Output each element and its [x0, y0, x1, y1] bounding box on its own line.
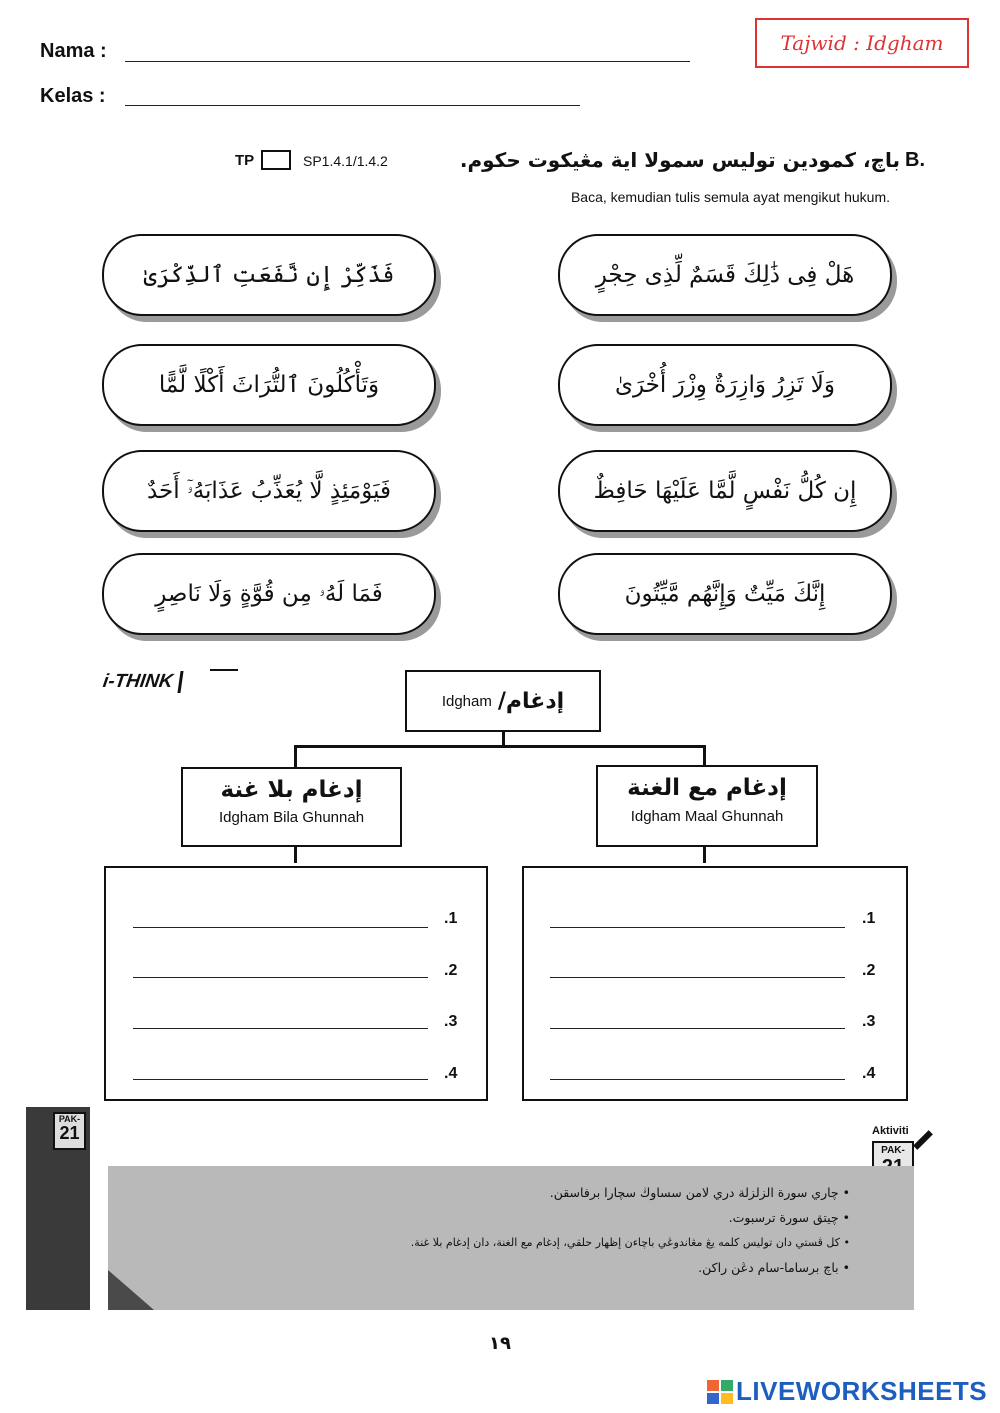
- activity-title: Aktiviti: [872, 1125, 909, 1137]
- ithink-rule: [210, 669, 238, 671]
- verse-pill: إِن كُلُّ نَفْسٍ لَّمَّا عَلَيْهَا حَافِظٌ: [558, 450, 892, 532]
- activity-bullet: • چاري سورة الزلزلة دري لامن سساوڬ سچارا برفاسقن.: [549, 1185, 850, 1200]
- answer-number: .2: [862, 962, 876, 979]
- right-latin: Idgham Maal Ghunnah: [630, 808, 784, 825]
- answer-number: .1: [444, 910, 458, 927]
- activity-bullet: • چيتق سورة ترسبوت.: [728, 1210, 850, 1225]
- side-pak-badge: [53, 1112, 86, 1150]
- side-pak-label: PAK-: [58, 1114, 81, 1124]
- section-title-jawi: باچ، کمودين توليس سمولا اية مڠيکوت حکوم.: [459, 148, 900, 172]
- kelas-label: Kelas :: [40, 85, 106, 107]
- idgham-bila-ghunnah-box: [181, 767, 402, 847]
- answer-line[interactable]: [133, 927, 428, 928]
- activity-bullet: • کل ڤستي دان توليس کلمه يڠ مڠاندوڠي باچاءن إظهار حلقي، إدغام مع الغنة، دان إدغام بلا غنة.: [410, 1236, 850, 1249]
- ithink-label: i-THINK: [101, 671, 183, 693]
- answer-number: .4: [444, 1065, 458, 1082]
- side-pak-number: 21: [59, 1123, 80, 1143]
- answer-box-left: [104, 866, 488, 1101]
- verse-pill: فَذَكِّرْ إِن نَّفَعَتِ ٱلذِّكْرَىٰ: [102, 234, 436, 316]
- kelas-input-line[interactable]: [125, 105, 580, 106]
- idgham-maal-ghunnah-box: [596, 765, 818, 847]
- page-number: ١٩: [489, 1333, 511, 1354]
- answer-box-right: [522, 866, 908, 1101]
- idgham-root-box: [405, 670, 601, 732]
- answer-line[interactable]: [550, 927, 845, 928]
- connector: [294, 745, 297, 769]
- right-arabic: إدغام مع الغنة: [627, 775, 787, 801]
- connector: [703, 847, 706, 863]
- verse-pill: وَتَأْكُلُونَ ٱلتُّرَاثَ أَكْلًا لَّمًّا: [102, 344, 436, 426]
- activity-pak-label: PAK-: [881, 1145, 905, 1156]
- pencil-icon: [913, 1130, 933, 1150]
- answer-line[interactable]: [550, 1028, 845, 1029]
- liveworksheets-logo-icon: [707, 1380, 733, 1404]
- verse-pill: وَلَا تَزِرُ وَازِرَةٌ وِزْرَ أُخْرَىٰ: [558, 344, 892, 426]
- nama-label: Nama :: [40, 40, 107, 62]
- tp-label: TP: [235, 152, 255, 169]
- connector: [502, 732, 505, 746]
- sp-code: SP1.4.1/1.4.2: [303, 153, 388, 169]
- verse-pill: فَيَوْمَئِذٍ لَّا يُعَذِّبُ عَذَابَهُۥٓ أَحَدٌ: [102, 450, 436, 532]
- root-arabic: إدغام/: [497, 688, 565, 714]
- activity-list: [410, 1180, 850, 1280]
- left-arabic: إدغام بلا غنة: [220, 777, 363, 803]
- left-latin: Idgham Bila Ghunnah: [218, 809, 365, 826]
- verse-pill: إِنَّكَ مَيِّتٌ وَإِنَّهُم مَّيِّتُونَ: [558, 553, 892, 635]
- section-subtitle: Baca, kemudian tulis semula ayat mengikut hukum.: [570, 189, 890, 205]
- brand-name: LIVEWORKSHEETS: [736, 1376, 988, 1406]
- answer-line[interactable]: [133, 1028, 428, 1029]
- nama-input-line[interactable]: [125, 61, 690, 62]
- tp-box[interactable]: [261, 150, 291, 170]
- answer-number: .1: [862, 910, 876, 927]
- topic-tag: Tajwid : Idgham: [755, 18, 969, 68]
- answer-number: .3: [862, 1013, 876, 1030]
- answer-number: .4: [862, 1065, 876, 1082]
- answer-number: .3: [444, 1013, 458, 1030]
- answer-line[interactable]: [133, 977, 428, 978]
- connector: [294, 745, 706, 748]
- activity-corner: [108, 1270, 154, 1310]
- section-letter: B.: [905, 149, 925, 171]
- answer-line[interactable]: [133, 1079, 428, 1080]
- verse-pill: هَلْ فِى ذَٰلِكَ قَسَمٌ لِّذِى حِجْرٍ: [558, 234, 892, 316]
- answer-line[interactable]: [550, 977, 845, 978]
- connector: [294, 847, 297, 863]
- verse-pill: فَمَا لَهُۥ مِن قُوَّةٍ وَلَا نَاصِرٍ: [102, 553, 436, 635]
- answer-number: .2: [444, 962, 458, 979]
- connector: [703, 745, 706, 767]
- activity-bullet: • باچ برساما-سام دڠن راکن.: [698, 1260, 850, 1275]
- root-latin: Idgham: [441, 692, 492, 710]
- answer-line[interactable]: [550, 1079, 845, 1080]
